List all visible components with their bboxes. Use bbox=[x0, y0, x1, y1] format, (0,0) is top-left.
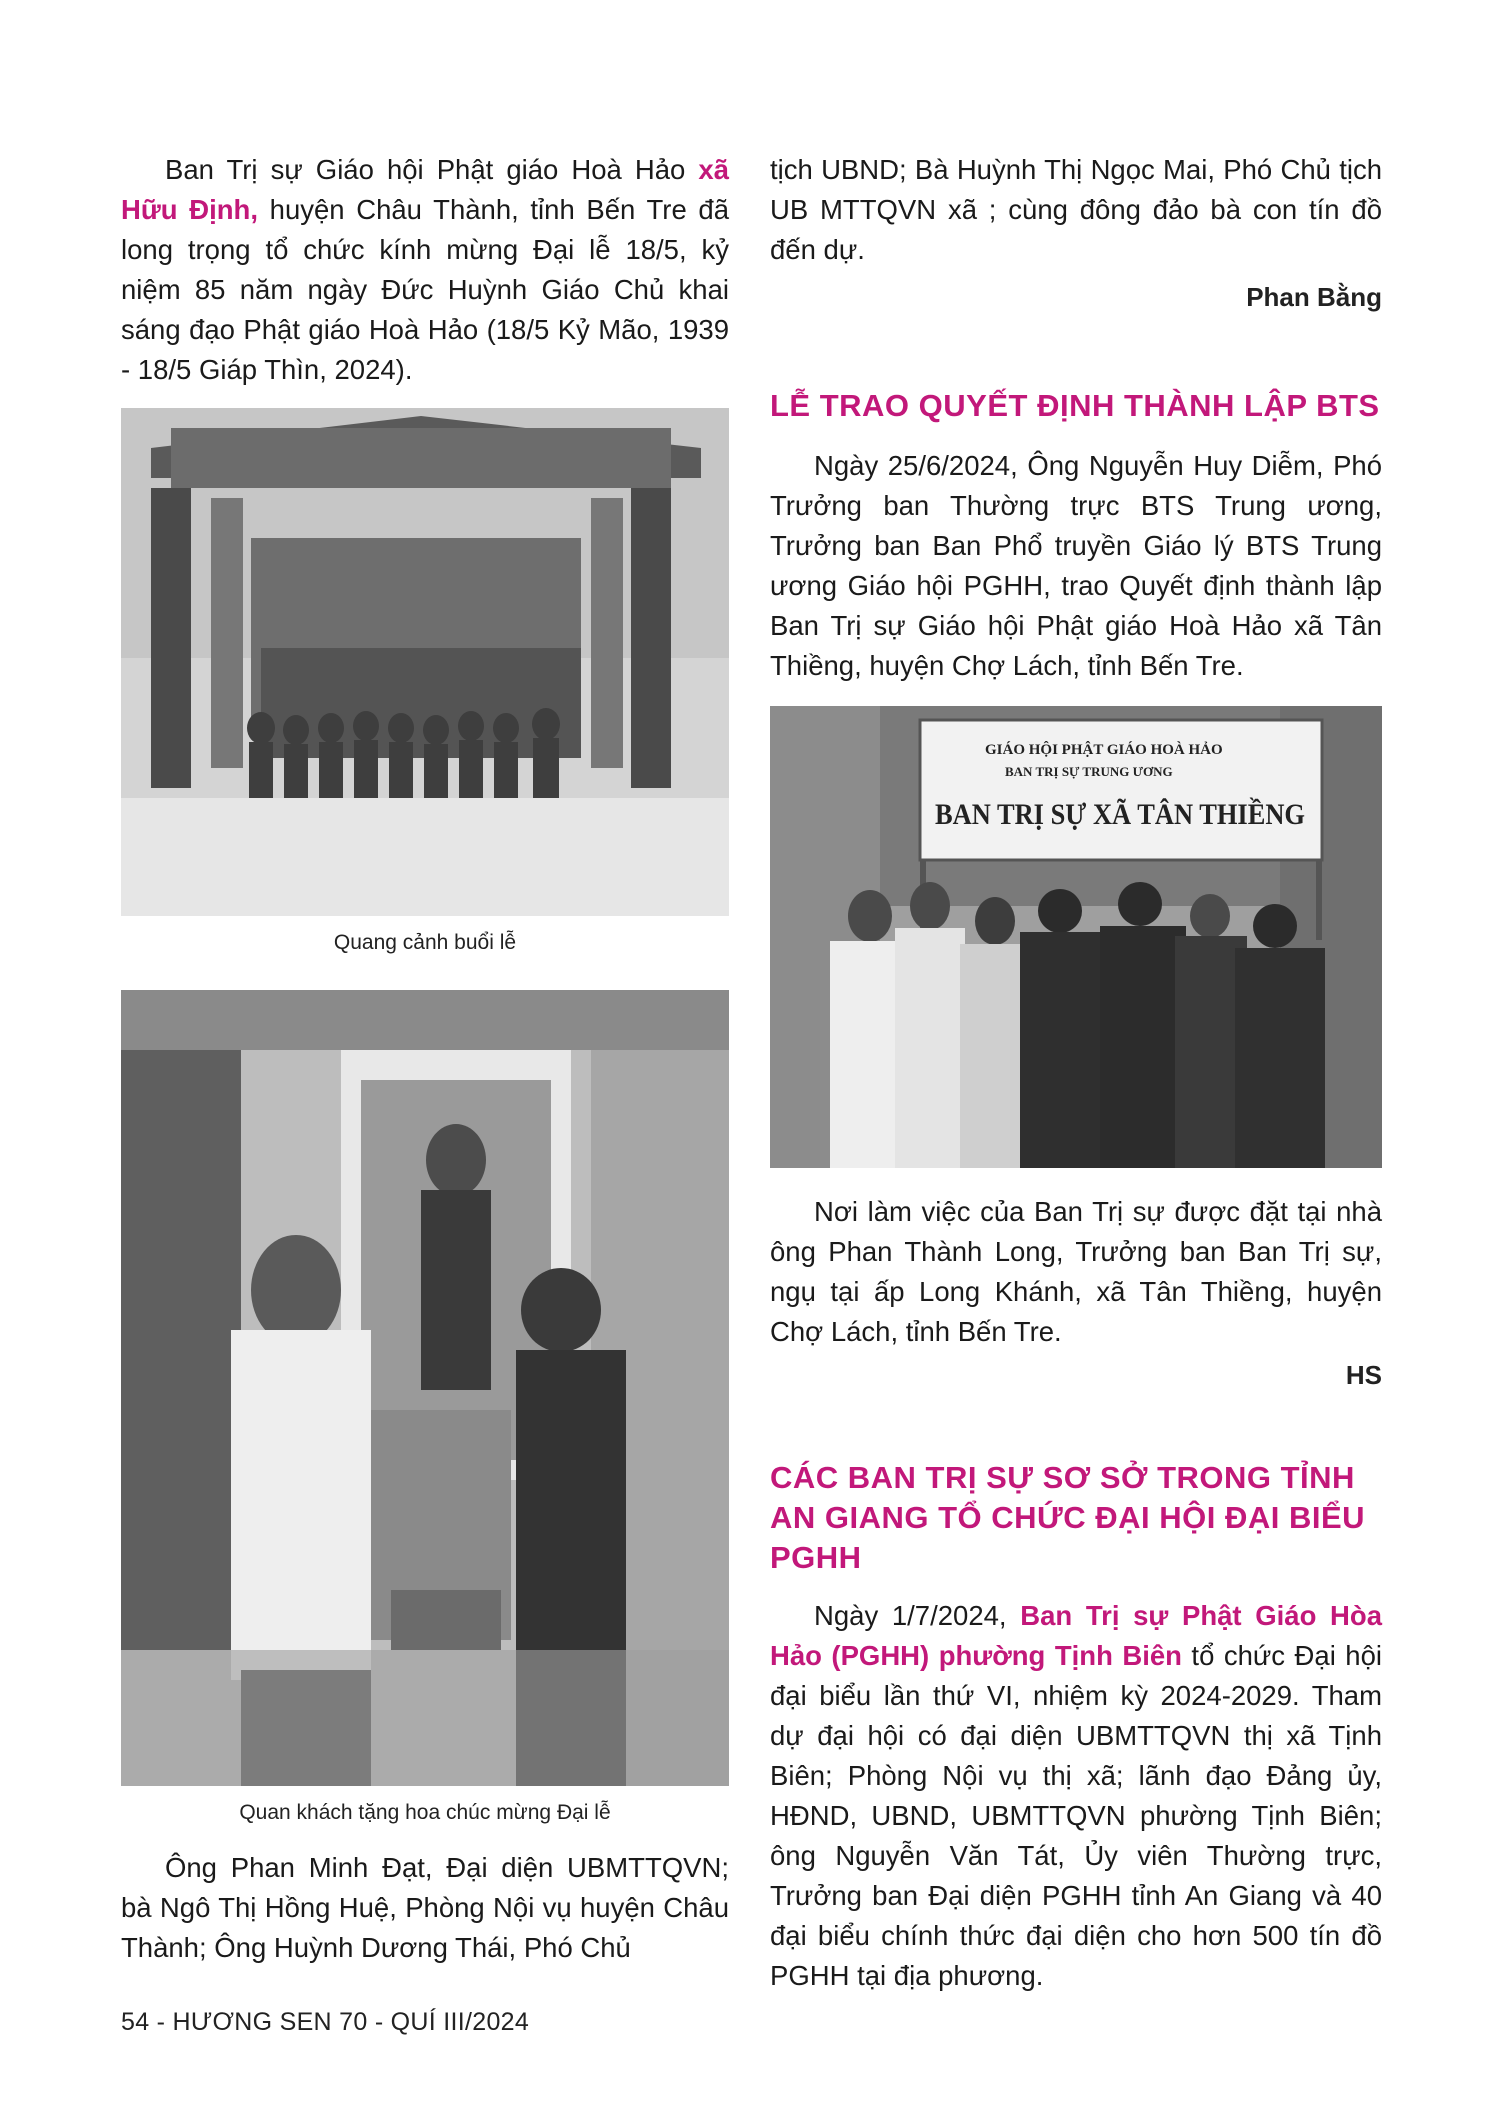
article3-body-rest: tổ chức Đại hội đại biểu lần thứ VI, nhiệm kỳ 2024-2029. Tham dự đại hội có đại diện UBMTTQVN thị xã Tịnh Biên; Phòng Nội vụ thị xã; lãnh đạo Đảng ủy, HĐND, UBND, UBMTTQVN phường Tịnh Biên; ông Nguyễn Văn Tát, Ủy viên Thường trực, Trưởng ban Đại diện PGHH tỉnh An Giang và 40 đại biểu chính thức đại diện cho hơn 500 tín đồ PGHH tại địa phương. bbox=[770, 1640, 1382, 1991]
byline-hs: HS bbox=[1345, 1360, 1382, 1390]
article2-body: Ngày 25/6/2024, Ông Nguyễn Huy Diễm, Phó Trưởng ban Thường trực BTS Trung ương, Trưởng ban Ban Phổ truyền Giáo lý BTS Trung ương Giáo hội PGHH, trao Quyết định thành lập Ban Trị sự Giáo hội Phật giáo Hoà Hảo xã Tân Thiềng, huyện Chợ Lách, tỉnh Bến Tre. bbox=[770, 450, 1382, 681]
byline-phan-bang: Phan Bằng bbox=[1246, 282, 1382, 312]
closing-paragraph: Ông Phan Minh Đạt, Đại diện UBMTTQVN; bà Ngô Thị Hồng Huệ, Phòng Nội vụ huyện Châu Thành; Ông Huỳnh Dương Thái, Phó Chủ bbox=[121, 1852, 729, 1963]
photo1-caption: Quang cảnh buổi lễ bbox=[333, 931, 517, 954]
sign-main: BAN TRỊ SỰ XÃ TÂN THIỀNG bbox=[935, 798, 1355, 831]
sign-line-1: GIÁO HỘI PHẬT GIÁO HOÀ HẢO bbox=[985, 742, 1223, 758]
continuation-paragraph: tịch UBND; Bà Huỳnh Thị Ngọc Mai, Phó Chủ tịch UB MTTQVN xã ; cùng đông đảo bà con tín đồ đến dự. bbox=[770, 154, 1382, 265]
intro-paragraph bbox=[121, 150, 729, 390]
article3-highlight: Ban Trị sự Phật Giáo Hòa Hảo (PGHH) phường Tịnh Biên bbox=[770, 1600, 1382, 1671]
gift-photo bbox=[121, 990, 729, 1786]
article3-title: CÁC BAN TRỊ SỰ SƠ SỞ TRONG TỈNH AN GIANG TỔ CHỨC ĐẠI HỘI ĐẠI BIỂU PGHH bbox=[770, 1460, 1366, 1575]
sign-line-2: BAN TRỊ SỰ TRUNG ƯƠNG bbox=[1005, 764, 1173, 779]
page-footer: 54 - HƯƠNG SEN 70 - QUÍ III/2024 bbox=[121, 2008, 530, 2036]
intro-highlight: xã Hữu Định, bbox=[121, 154, 729, 225]
article2-title: LỄ TRAO QUYẾT ĐỊNH THÀNH LẬP BTS bbox=[770, 388, 1380, 423]
article3-body-start: Ngày 1/7/2024, bbox=[814, 1600, 1021, 1631]
intro-text-rest: huyện Châu Thành, tỉnh Bến Tre đã long trọng tổ chức kính mừng Đại lễ 18/5, kỷ niệm 85 năm ngày Đức Huỳnh Giáo Chủ khai sáng đạo Phật giáo Hoà Hảo (18/5 Kỷ Mão, 1939 - 18/5 Giáp Thìn, 2024). bbox=[121, 194, 729, 385]
intro-text: Ban Trị sự Giáo hội Phật giáo Hoà Hảo bbox=[165, 154, 699, 185]
photo2-caption: Quan khách tặng hoa chúc mừng Đại lễ bbox=[239, 1801, 611, 1824]
ceremony-photo bbox=[121, 408, 729, 916]
ceremony-sign-photo bbox=[770, 706, 1382, 1168]
article2-after-photo: Nơi làm việc của Ban Trị sự được đặt tại nhà ông Phan Thành Long, Trưởng ban Ban Trị sự, ngụ tại ấp Long Khánh, xã Tân Thiềng, huyện Chợ Lách, tỉnh Bến Tre. bbox=[770, 1196, 1382, 1347]
article3-body bbox=[770, 1596, 1382, 1996]
